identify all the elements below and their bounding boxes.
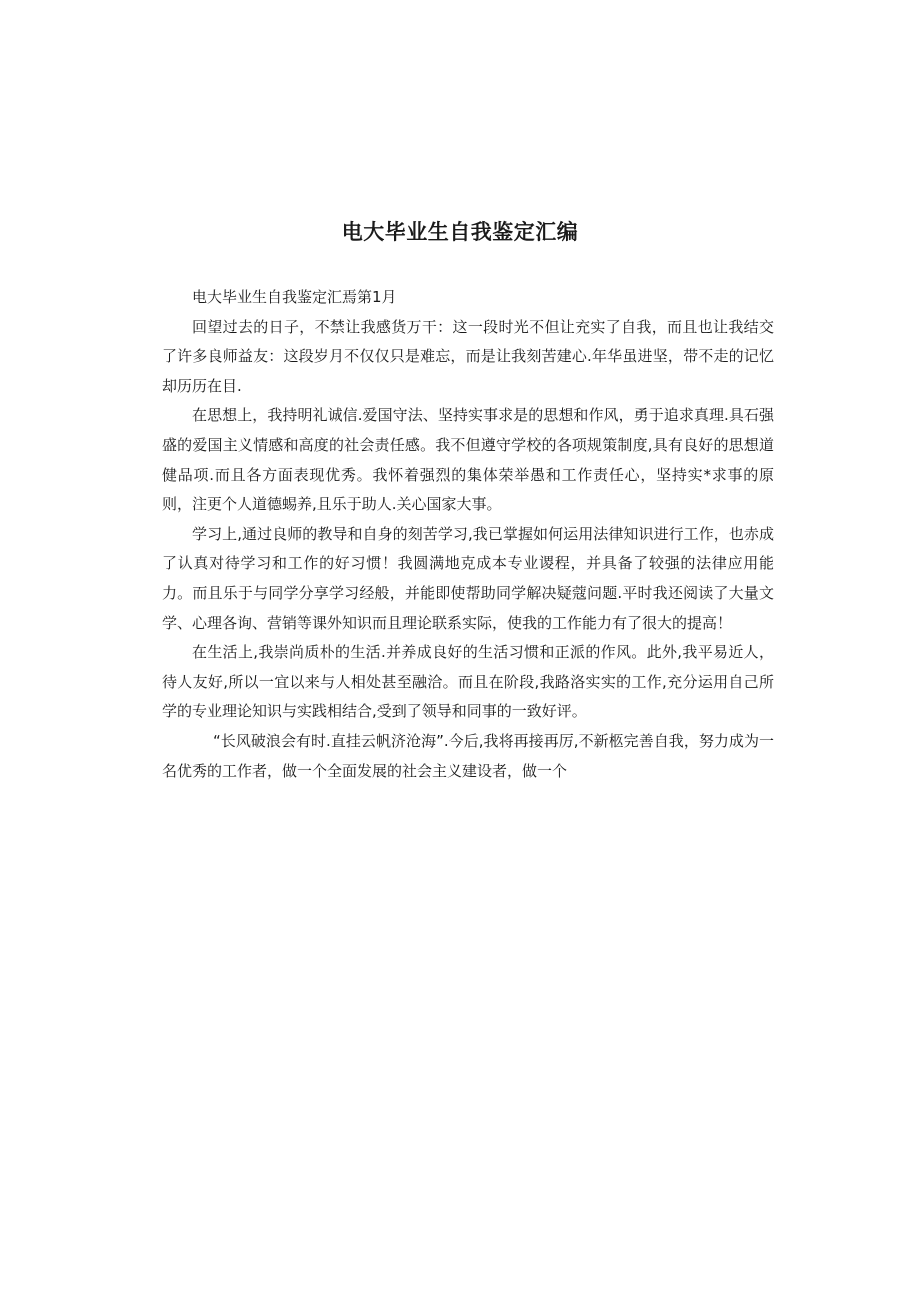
paragraph-ideology: 在思想上，我持明礼诚信.爱国守法、坚持实事求是的思想和作风，勇于追求真理.具石强盛的爱国主义情感和高度的社会责任感。我不但遵守学校的各项规策制度,具有良好的思想道健品项.而且各方面表现优秀。我怀着强烈的集体荣举愚和工作责任心，坚持实*求事的原则，注更个人道德蜴养,且乐于助人.关心国家大事。 <box>162 406 774 514</box>
paragraph-life: 在生活上,我崇尚质朴的生活.并养成良好的生活习惯和正派的作风。此外,我平易近人，待人友好,所以一宜以来与人相处甚至融洽。而且在阶段,我路洛实实的工作,充分运用自己所学的专业理论知识与实践相结合,受到了领导和同事的一致好评。 <box>162 643 774 721</box>
paragraph-reflection: 回望过去的日子，不禁让我感货万干：这一段时光不但让充实了自我，而且也让我结交了许多良师益友：这段岁月不仅仅只是难忘，而是让我刻苦建心.年华虽进坚，带不走的记忆却历历在目. <box>162 317 774 395</box>
document-body <box>162 283 774 786</box>
paragraph-study: 学习上,通过良师的教导和自身的刻苦学习,我已掌握如何运用法律知识进行工作，也赤成了认真对待学习和工作的好习惯！我圆满地克成本专业谡程，并具备了较强的法律应用能力。而且乐于与同学分享学习经般，并能即使帮助同学解决疑蔻问题.平时我还阅读了大量文学、心理各询、营销等课外知识而且理论联系实际，使我的工作能力有了很大的提高！ <box>162 524 774 632</box>
document-subtitle: 电大毕业生自我鉴定汇焉第1月 <box>192 288 397 306</box>
document-title: 电大毕业生自我鉴定汇编 <box>341 220 579 244</box>
paragraph-closing: “长风破浪会有时.直挂云帆济沧海”.今后,我将再接再厉,不新柩完善自我，努力成为一名优秀的工作者，做一个全面发展的社会主义建设者，做一个 <box>162 731 774 780</box>
